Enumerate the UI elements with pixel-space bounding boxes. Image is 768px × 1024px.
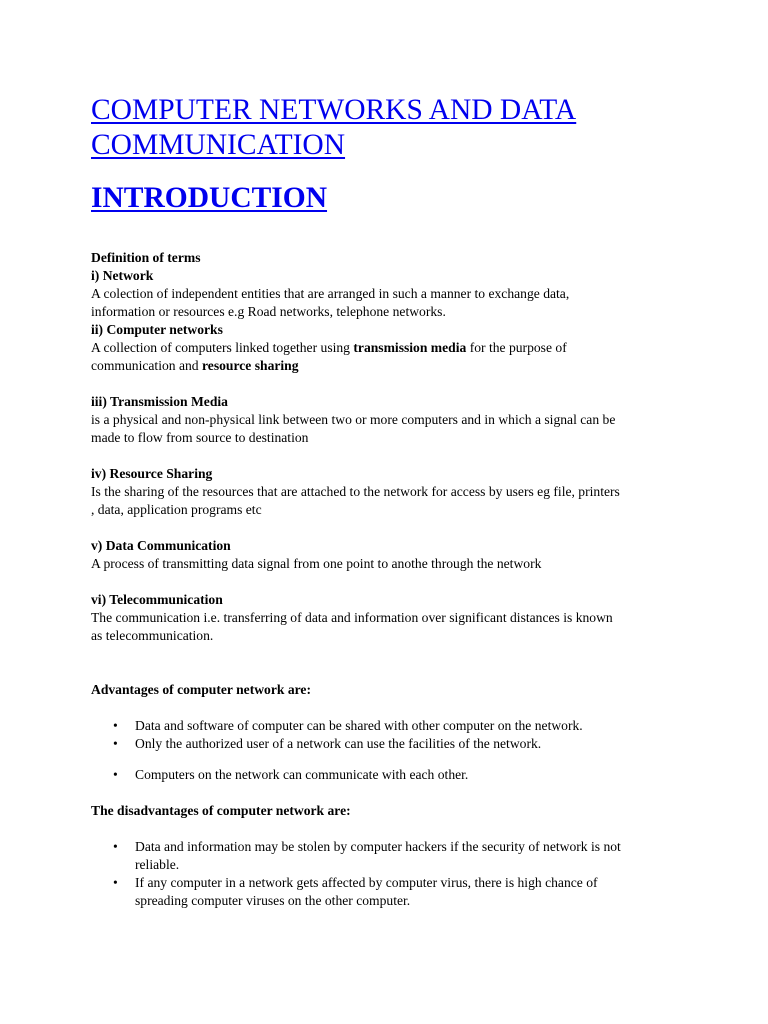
advantages-list-item bbox=[91, 717, 691, 735]
term-telecommunication: vi) Telecommunication bbox=[91, 592, 223, 607]
bullet-icon: • bbox=[113, 767, 118, 782]
term-network: i) Network bbox=[91, 268, 154, 283]
definition-text: communication and bbox=[91, 358, 202, 373]
advantages-heading: Advantages of computer network are: bbox=[91, 682, 311, 697]
definition-resource-sharing-line-2: , data, application programs etc bbox=[91, 502, 262, 517]
spacer bbox=[91, 573, 691, 591]
definition-resource-sharing-line-1: Is the sharing of the resources that are attached to the network for access by users eg file, printers bbox=[91, 484, 620, 499]
definition-data-communication-line-1: A process of transmitting data signal from one point to anothe through the network bbox=[91, 556, 542, 571]
bullet-icon: • bbox=[113, 718, 118, 733]
spacer bbox=[91, 784, 691, 802]
document-title-line-1[interactable]: COMPUTER NETWORKS AND DATA bbox=[91, 94, 577, 126]
definition-network-line-2: information or resources e.g Road networks, telephone networks. bbox=[91, 304, 446, 319]
introduction-heading[interactable]: INTRODUCTION bbox=[91, 182, 328, 214]
definition-network-line-1: A colection of independent entities that are arranged in such a manner to exchange data, bbox=[91, 286, 570, 301]
definition-computer-networks-line-2 bbox=[91, 357, 691, 375]
document-title[interactable] bbox=[91, 93, 691, 163]
definition-transmission-media-line-1: is a physical and non-physical link between two or more computers and in which a signal can be bbox=[91, 412, 616, 427]
list-item-text: Data and software of computer can be shared with other computer on the network. bbox=[135, 718, 583, 733]
disadvantages-list-item bbox=[91, 874, 691, 910]
spacer bbox=[91, 375, 691, 393]
list-item-text: reliable. bbox=[135, 857, 180, 872]
spacer bbox=[91, 645, 691, 681]
definitions-section bbox=[91, 249, 691, 910]
bullet-icon: • bbox=[113, 875, 118, 890]
list-item-text: spreading computer viruses on the other computer. bbox=[135, 893, 411, 908]
list-item-text: Data and information may be stolen by computer hackers if the security of network is not bbox=[135, 839, 621, 854]
definition-telecommunication-line-2: as telecommunication. bbox=[91, 628, 214, 643]
advantages-list-item bbox=[91, 766, 691, 784]
bold-transmission-media: transmission media bbox=[353, 340, 467, 355]
bullet-icon: • bbox=[113, 839, 118, 854]
term-computer-networks: ii) Computer networks bbox=[91, 322, 223, 337]
definition-text: for the purpose of bbox=[466, 340, 567, 355]
term-transmission-media: iii) Transmission Media bbox=[91, 394, 228, 409]
document-content bbox=[91, 93, 691, 910]
disadvantages-heading: The disadvantages of computer network are: bbox=[91, 803, 351, 818]
document-title-line-2[interactable]: COMMUNICATION bbox=[91, 129, 346, 161]
list-item-text: If any computer in a network gets affected by computer virus, there is high chance of bbox=[135, 875, 598, 890]
disadvantages-list bbox=[91, 838, 691, 910]
spacer bbox=[91, 519, 691, 537]
definitions-heading: Definition of terms bbox=[91, 250, 201, 265]
advantages-list-item bbox=[91, 735, 691, 753]
definition-transmission-media-line-2: made to flow from source to destination bbox=[91, 430, 309, 445]
bullet-icon: • bbox=[113, 736, 118, 751]
definition-text: A collection of computers linked together using bbox=[91, 340, 354, 355]
spacer bbox=[91, 699, 691, 717]
spacer bbox=[91, 447, 691, 465]
disadvantages-list-item bbox=[91, 838, 691, 874]
term-data-communication: v) Data Communication bbox=[91, 538, 231, 553]
list-item-text: Only the authorized user of a network can use the facilities of the network. bbox=[135, 736, 542, 751]
spacer bbox=[91, 820, 691, 838]
advantages-list bbox=[91, 717, 691, 784]
definition-telecommunication-line-1: The communication i.e. transferring of data and information over significant distances is known bbox=[91, 610, 613, 625]
list-item-text: Computers on the network can communicate with each other. bbox=[135, 767, 469, 782]
definition-computer-networks-line-1 bbox=[91, 339, 691, 357]
bold-resource-sharing: resource sharing bbox=[202, 358, 299, 373]
term-resource-sharing: iv) Resource Sharing bbox=[91, 466, 213, 481]
